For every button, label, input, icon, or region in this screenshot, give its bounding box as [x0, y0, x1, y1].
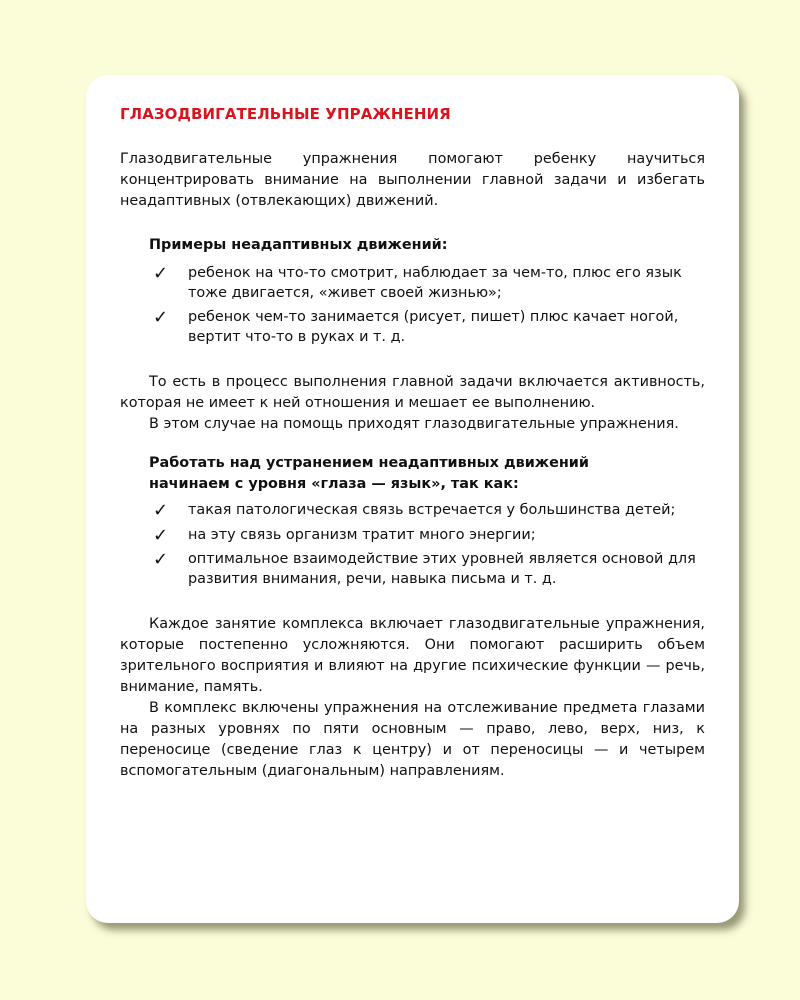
list-item — [120, 308, 705, 347]
checkmark-icon: ✓ — [153, 524, 169, 546]
list-item-text: оптимальное взаимодействие этих уровней является основой для развития внимания, речи, навыка письма и т. д. — [188, 551, 696, 587]
examples-heading: Примеры неадаптивных движений: — [149, 237, 448, 253]
list-item — [120, 264, 705, 303]
list-item — [120, 550, 705, 589]
reasons-list — [120, 501, 705, 589]
paragraph-help: В этом случае на помощь приходят глазодвигательные упражнения. — [149, 416, 679, 432]
list-item-text: на эту связь организм тратит много энергии; — [188, 526, 536, 543]
list-item-text: ребенок чем-то занимается (рисует, пишет) плюс качает ногой, вертит что-то в руках и т. д. — [188, 309, 679, 345]
list-item — [120, 501, 705, 521]
checkmark-icon: ✓ — [153, 500, 169, 521]
list-item-text: ребенок на что-то смотрит, наблюдает за чем-то, плюс его язык тоже двигается, «живет своей жизнью»; — [188, 265, 682, 301]
work-heading-line1: Работать над устранением неадаптивных движений — [149, 455, 589, 471]
work-heading — [149, 453, 705, 495]
checkmark-icon: ✓ — [153, 549, 169, 570]
list-item — [120, 526, 705, 546]
paragraph-lesson: Каждое занятие комплекса включает глазодвигательные упражнения, которые постепенно усложняются. Они помогают расширить объем зрительного восприятия и влияют на другие психические функции — речь, внимание, память. — [120, 616, 705, 695]
checkmark-icon: ✓ — [153, 307, 169, 328]
page-content — [120, 149, 705, 782]
paragraph-complex: В комплекс включены упражнения на отслеживание предмета глазами на разных уровнях по пяти основным — право, лево, верх, низ, к переносице (сведение глаз к центру) и от переносицы — и четырем вспомогательным (диагональным) направлениям. — [120, 700, 705, 779]
intro-paragraph: Глазодвигательные упражнения помогают ребенку научиться концентрировать внимание на выполнении главной задачи и избегать неадаптивных (отвлекающих) движений. — [120, 151, 705, 209]
paragraph-activity: То есть в процесс выполнения главной задачи включается активность, которая не имеет к ней отношения и мешает ее выполнению. — [120, 374, 705, 411]
work-heading-line2: начинаем с уровня «глаза — язык», так как: — [149, 476, 519, 492]
list-item-text: такая патологическая связь встречается у большинства детей; — [188, 502, 676, 518]
page-card — [86, 75, 739, 923]
checkmark-icon: ✓ — [153, 263, 169, 284]
page-title: ГЛАЗОДВИГАТЕЛЬНЫЕ УПРАЖНЕНИЯ — [120, 105, 451, 123]
examples-list — [120, 264, 705, 347]
